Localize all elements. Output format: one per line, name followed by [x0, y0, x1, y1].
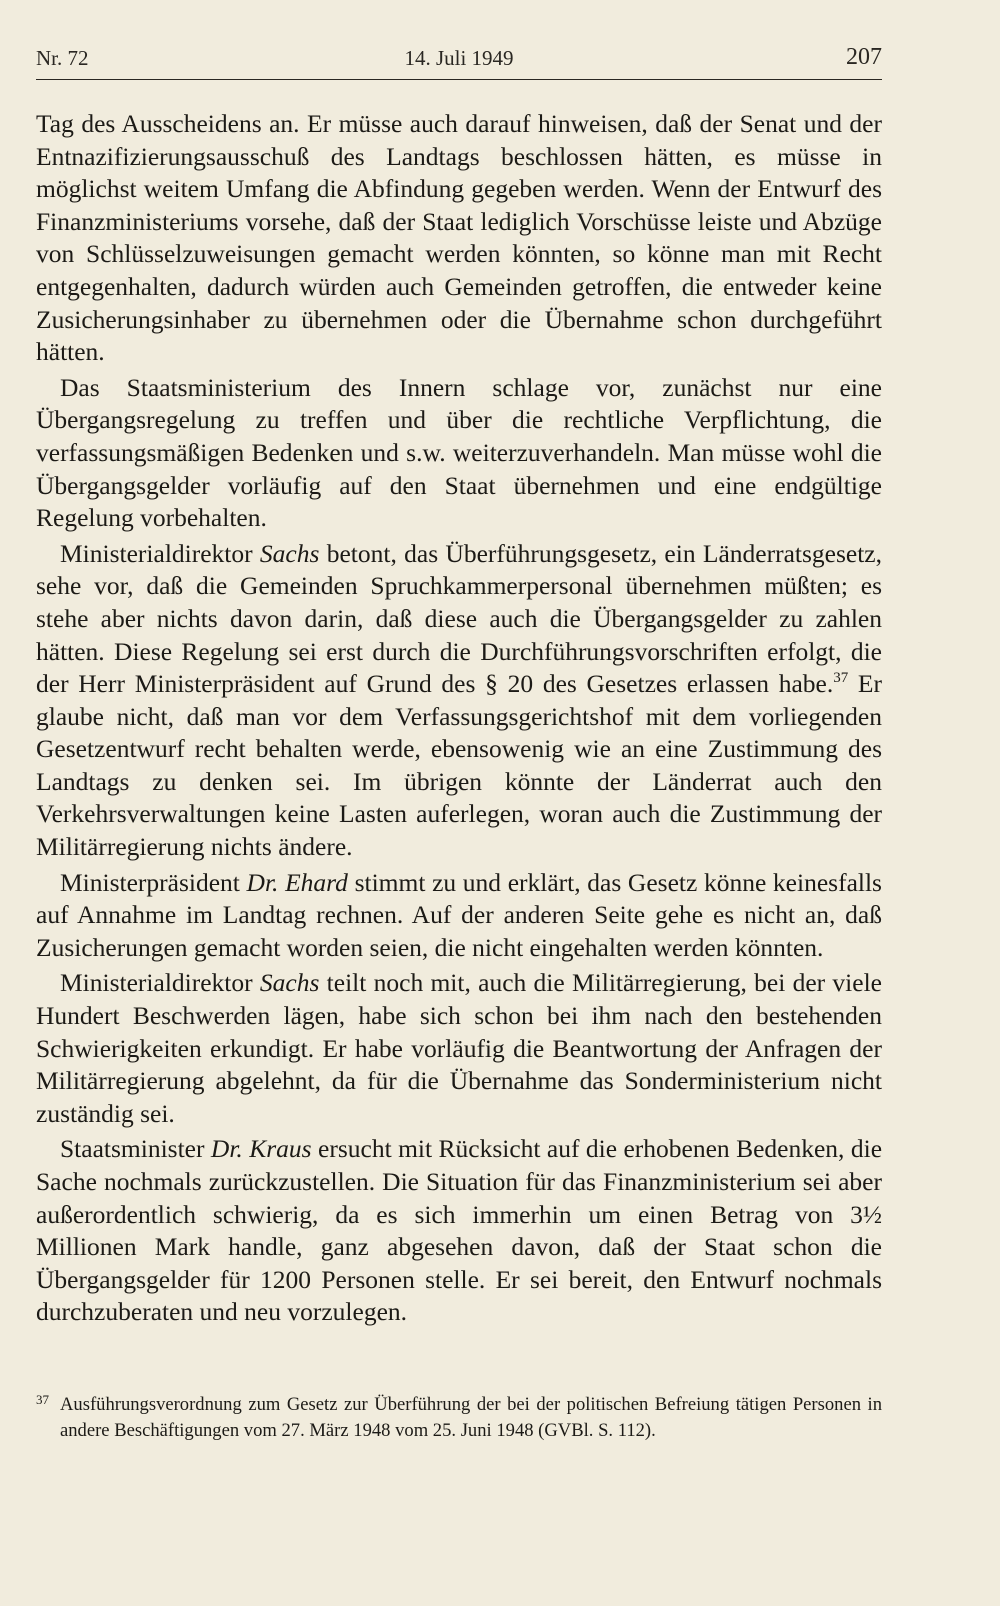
- paragraph-2: Das Staatsministerium des Innern schlage vor, zunächst nur eine Übergangsregelung zu treffen und über die rechtliche Verpflichtung, die verfassungsmäßigen Bedenken und s.w. weiterzuverhandeln. Man müsse wohl die Übergangsgelder vorläufig auf den Staat übernehmen und eine endgültige Regelung vorbehalten.: [36, 372, 882, 533]
- paragraph-1: Tag des Ausscheidens an. Er müsse auch darauf hinweisen, daß der Senat und der Entnazifizierungsausschuß des Landtags beschlossen hätten, es müsse in möglichst weitem Umfang die Abfindung gegeben werden. Wenn der Entwurf des Finanzministeriums vorsehe, daß der Staat lediglich Vorschüsse leiste und Abzüge von Schlüsselzuweisungen gemacht werden könnten, so könne man mit Recht entgegenhalten, dadurch würden auch Gemeinden getroffen, die entweder keine Zusicherungsinhaber zu übernehmen oder die Übernahme schon durchgeführt hätten.: [36, 109, 882, 367]
- paragraph-4: [36, 867, 882, 965]
- speaker-name: Sachs: [259, 968, 320, 998]
- paragraph-4-lead: Ministerpräsident: [60, 867, 247, 897]
- paragraph-6-body: ersucht mit Rücksicht auf die erhobenen Bedenken, die Sache nochmals zurückzustellen. Die Situation für das Finanzministerium sei aber außerordentlich schwierig, da es sich immerhin um einen Betrag von 3½ Millionen Mark handle, ganz abgesehen davon, daß der Staat schon die Übergangsgelder für 1200 Personen stelle. Er sei bereit, den Entwurf nochmals durchzuberaten und neu vorzulegen.: [36, 1134, 883, 1327]
- footnote: [36, 1392, 882, 1444]
- paragraph-6: [36, 1133, 882, 1329]
- footnote-number: 37: [36, 1392, 49, 1407]
- footnote-text: Ausführungsverordnung zum Gesetz zur Überführung der bei der politischen Befreiung tätigen Personen in andere Beschäftigungen vom 27. März 1948 vom 25. Juni 1948 (GVBl. S. 112).: [60, 1394, 882, 1441]
- paragraph-6-lead: Staatsminister: [60, 1134, 211, 1164]
- paragraph-3-lead: Ministerialdirektor: [60, 538, 260, 568]
- speaker-name: Sachs: [259, 538, 320, 568]
- paragraph-3-body: betont, das Überführungsgesetz, ein Länderratsgesetz, sehe vor, daß die Gemeinden Spruchkammerpersonal übernehmen müßten; es stehe aber nichts davon darin, daß diese auch die Übergangsgelder zu zahlen hätten. Diese Regelung sei erst durch die Durchführungsvorschriften erfolgt, die der Herr Ministerpräsident auf Grund des § 20 des Gesetzes erlassen habe.: [36, 538, 882, 699]
- header-rule: [36, 79, 882, 80]
- paragraph-5-body: teilt noch mit, auch die Militärregierung, bei der viele Hundert Beschwerden lägen, habe sich schon bei ihm nach den bestehenden Schwierigkeiten erkundigt. Er habe vorläufig die Beantwortung der Anfragen der Militärregierung abgelehnt, da für die Übernahme das Sonderministerium nicht zuständig sei.: [36, 968, 882, 1128]
- paragraph-3-rest: Er glaube nicht, daß man vor dem Verfassungsgerichtshof mit dem vorliegenden Gesetzentwurf recht behalten werde, ebensowenig wie an eine Zustimmung des Landtags zu denken sei. Im übrigen könnte der Länderrat auch den Verkehrsverwaltungen keine Lasten auferlegen, woran auch die Zustimmung der Militärregierung nichts ändere.: [36, 669, 882, 862]
- paragraph-4-body: stimmt zu und erklärt, das Gesetz könne keinesfalls auf Annahme im Landtag rechnen. Auf der anderen Seite gehe es nicht an, daß Zusicherungen gemacht worden seien, die nicht eingehalten werden könnten.: [36, 867, 882, 962]
- footnote-reference: 37: [833, 670, 849, 687]
- body-text: [36, 108, 882, 1329]
- speaker-name: Dr. Kraus: [210, 1134, 312, 1164]
- paragraph-5-lead: Ministerialdirektor: [60, 968, 260, 998]
- paragraph-5: [36, 967, 882, 1130]
- header-date: 14. Juli 1949: [404, 46, 514, 70]
- page-number: 207: [846, 44, 882, 70]
- running-header: [36, 46, 882, 80]
- document-number: Nr. 72: [36, 46, 89, 70]
- paragraph-3: [36, 538, 882, 864]
- speaker-name: Dr. Ehard: [246, 867, 348, 897]
